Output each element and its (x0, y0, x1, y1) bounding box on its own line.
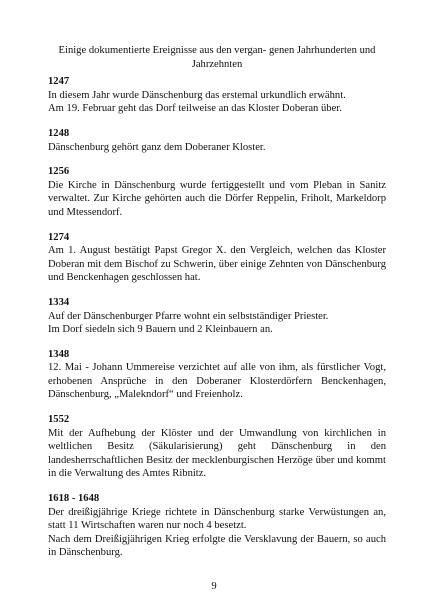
page-number: 9 (211, 581, 217, 592)
entry-text: Dänschenburg gehört ganz dem Doberaner Kloster. (48, 141, 266, 153)
page-title: Einige dokumentierte Ereignisse aus den vergan- genen Jahrhunderten und Jahrzehnten (58, 45, 376, 70)
entry-text: Im Dorf siedeln sich 9 Bauern und 2 Kleinbauern an. (48, 324, 273, 336)
entry-1248 (48, 127, 386, 154)
entry-text: Am 1. August bestätigt Papst Gregor X. den Vergleich, welchen das Kloster Doberan mit dem Bischof zu Schwerin, über einige Zehnten von Dänschenburg und Benckenhagen geschlossen hat. (48, 245, 386, 284)
entry-1256 (48, 165, 386, 219)
entry-1348 (48, 348, 386, 402)
entry-year: 1334 (48, 296, 70, 308)
entry-1552 (48, 413, 386, 481)
entry-text: Mit der Aufhebung der Klöster und der Umwandlung von kirchlichen in weltlichen Besitz (Säkularisierung) geht Dänschenburg in den landesherrschaftlichen Besitz der mecklenburgischen Herzöge über und kommt in die Verwaltung des Amtes Ribnitz. (48, 427, 386, 480)
entry-year: 1274 (48, 231, 70, 243)
entry-year: 1256 (48, 166, 70, 178)
entry-year: 1348 (48, 348, 70, 360)
entry-1247 (48, 75, 386, 116)
entry-text: In diesem Jahr wurde Dänschenburg das erstemal urkundlich erwähnt. (48, 89, 346, 101)
entry-1274 (48, 231, 386, 285)
entry-text: Der dreißigjährige Kriege richtete in Dänschenburg starke Verwüstungen an, statt 11 Wirtschaften waren nur noch 4 besetzt. (48, 506, 386, 532)
entry-year: 1248 (48, 127, 70, 139)
entry-year: 1247 (48, 76, 70, 88)
entry-text: Nach dem Dreißigjährigen Krieg erfolgte die Versklavung der Bauern, so auch in Dänschenburg. (48, 533, 386, 559)
entry-year: 1552 (48, 414, 70, 426)
entry-text: Die Kirche in Dänschenburg wurde fertiggestellt und vom Pleban in Sanitz verwaltet. Zur Kirche gehörten auch die Dörfer Reppelin, Friholt, Markeldorp und Mtessendorf. (48, 179, 386, 218)
entry-year: 1618 - 1648 (48, 493, 100, 505)
entry-1618-1648 (48, 492, 386, 560)
entry-text: Am 19. Februar geht das Dorf teilweise an das Kloster Doberan über. (48, 103, 342, 115)
entry-1334 (48, 296, 386, 337)
entry-text: Auf der Dänschenburger Pfarre wohnt ein selbstständiger Priester. (48, 310, 329, 322)
entry-text: 12. Mai - Johann Ummereise verzichtet auf alle von ihm, als fürstlicher Vogt, erhobenen Ansprüche in den Doberaner Klosterdörfern Benckenhagen, Dänschenburg, „Malekndorf“ und Freienholz. (48, 362, 386, 401)
